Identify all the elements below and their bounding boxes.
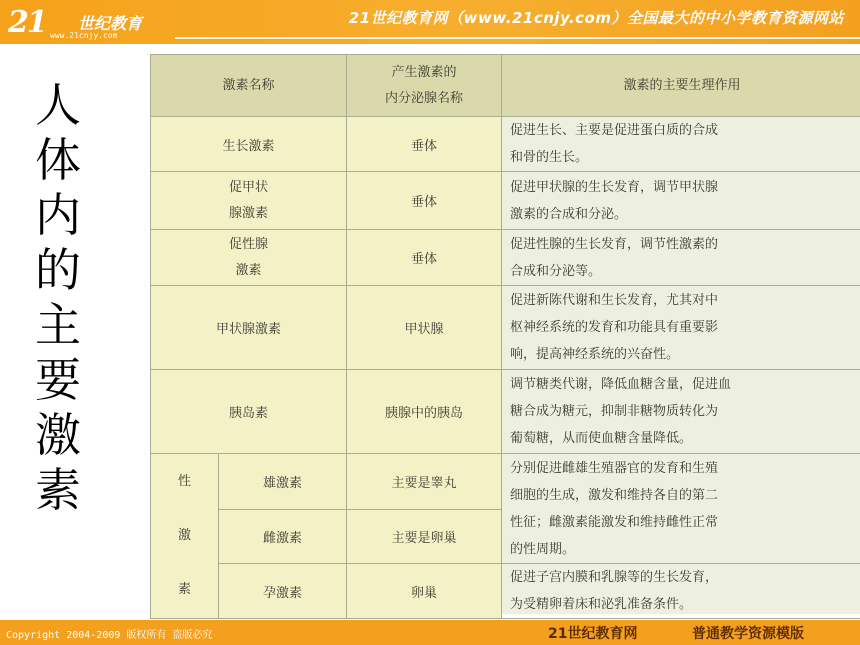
group-label-char: 激: [177, 528, 191, 543]
hormone-name: [151, 230, 347, 286]
hormone-name-line: 促性腺: [229, 236, 269, 252]
gland-name: 主要是睾丸: [347, 454, 502, 510]
header-name: 激素名称: [151, 55, 347, 117]
function-line: 调节糖类代谢，降低血糖含量，促进血: [510, 377, 732, 392]
hormone-function: [502, 564, 860, 619]
gland-name: 垂体: [347, 230, 502, 286]
function-line: 促进子宫内膜和乳腺等的生长发育，: [510, 570, 719, 585]
function-line: 激素的合成和分泌。: [510, 206, 628, 222]
table-header-row: [151, 55, 860, 117]
function-line: 糖合成为糖元，抑制非糖物质转化为: [510, 404, 719, 419]
slide-title: [30, 78, 86, 518]
hormone-table: [150, 54, 860, 619]
hormone-name: 生长激素: [151, 117, 347, 172]
title-char: 激: [35, 408, 81, 462]
header-gland: [347, 55, 502, 117]
function-line: 分别促进雌雄生殖器官的发育和生殖: [510, 460, 719, 476]
hormone-function: [502, 172, 860, 230]
table-row: [151, 286, 860, 370]
footer-template-label: 普通教学资源模版: [692, 626, 804, 642]
table-row: [151, 370, 860, 454]
title-char: 内: [35, 188, 81, 242]
title-char: 体: [35, 133, 81, 187]
table-row: [151, 117, 860, 172]
title-char: 人: [35, 78, 81, 132]
hormone-name: 雄激素: [219, 454, 347, 510]
group-label-char: 素: [177, 582, 191, 597]
gland-name: 甲状腺: [347, 286, 502, 370]
group-label-char: 性: [177, 474, 191, 489]
title-char: 素: [35, 463, 81, 517]
hormone-name-line: 激素: [235, 262, 262, 278]
function-line: 合成和分泌等。: [510, 263, 602, 279]
gland-name: 垂体: [347, 172, 502, 230]
footer-copyright: Copyright 2004-2009 版权所有 盗版必究: [6, 630, 213, 641]
table-row: [151, 230, 860, 286]
footer-site-name[interactable]: 21世纪教育网: [548, 626, 638, 642]
function-line: 为受精卵着床和泌乳准备条件。: [510, 597, 693, 612]
logo-mark: 21: [8, 5, 46, 40]
footer-bar: [0, 620, 860, 645]
function-line: 细胞的生成，激发和维持各自的第二: [510, 487, 719, 503]
function-line: 促进甲状腺的生长发育，调节甲状腺: [510, 179, 719, 195]
hormone-table-image: [150, 54, 860, 614]
function-line: 响，提高神经系统的兴奋性。: [510, 347, 680, 362]
hormone-name: [151, 172, 347, 230]
header-title: 21世纪教育网（www.21cnjy.com）全国最大的中小学教育资源网站: [348, 9, 844, 27]
sex-hormone-shared-function: [502, 454, 860, 564]
function-line: 的性周期。: [510, 541, 576, 557]
gland-name: 胰腺中的胰岛: [347, 370, 502, 454]
hormone-function: [502, 286, 860, 370]
title-char: 主: [35, 298, 81, 352]
function-line: 促进性腺的生长发育，调节性激素的: [510, 236, 719, 252]
title-char: 要: [35, 353, 81, 407]
header-gland-line: 内分泌腺名称: [385, 90, 464, 106]
logo-name: 世纪教育: [78, 14, 143, 33]
hormone-name: 甲状腺激素: [151, 286, 347, 370]
gland-name: 主要是卵巢: [347, 510, 502, 564]
function-line: 促进生长、主要是促进蛋白质的合成: [510, 123, 719, 138]
header-gland-line: 产生激素的: [391, 64, 457, 80]
hormone-name-line: 腺激素: [229, 205, 269, 221]
function-line: 葡萄糖，从而使血糖含量降低。: [510, 431, 693, 446]
header-bar: [0, 0, 860, 44]
table-row: [151, 454, 860, 510]
header-divider: [175, 37, 860, 39]
function-line: 和骨的生长。: [510, 150, 589, 165]
hormone-name-line: 促甲状: [229, 179, 269, 195]
sex-hormone-group-label: [151, 454, 219, 619]
site-logo[interactable]: [4, 3, 164, 41]
gland-name: 垂体: [347, 117, 502, 172]
hormone-function: [502, 370, 860, 454]
gland-name: 卵巢: [347, 564, 502, 619]
function-line: 性征；雌激素能激发和维持雌性正常: [510, 514, 719, 530]
hormone-name: 孕激素: [219, 564, 347, 619]
function-line: 枢神经系统的发育和功能具有重要影: [510, 320, 719, 335]
title-char: 的: [35, 243, 81, 297]
function-line: 促进新陈代谢和生长发育，尤其对中: [510, 293, 719, 308]
table-row: [151, 564, 860, 619]
table-row: [151, 172, 860, 230]
header-function: 激素的主要生理作用: [502, 55, 860, 117]
hormone-name: 胰岛素: [151, 370, 347, 454]
hormone-function: [502, 230, 860, 286]
logo-url: www.21cnjy.com: [50, 31, 118, 40]
hormone-name: 雌激素: [219, 510, 347, 564]
hormone-function: [502, 117, 860, 172]
